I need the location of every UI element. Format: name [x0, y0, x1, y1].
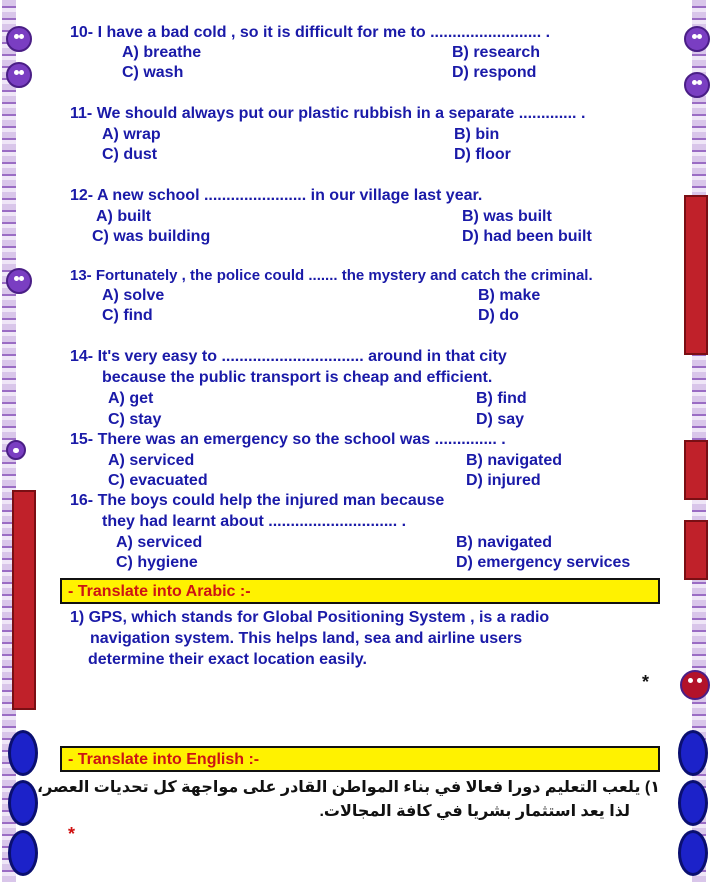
option-b: B) navigated: [466, 452, 563, 469]
option-c: C) hygiene: [116, 554, 198, 571]
option-b: B) make: [478, 287, 541, 304]
question-stem: 14- It's very easy to ................................ around in that city: [70, 348, 507, 365]
option-b: B) was built: [462, 208, 552, 225]
option-c: C) stay: [108, 411, 162, 428]
option-b: B) bin: [454, 126, 500, 143]
red-bar-icon: [684, 440, 708, 500]
option-c: C) find: [102, 307, 153, 324]
question-stem: 15- There was an emergency so the school was .............. .: [70, 431, 506, 448]
option-d: D) respond: [452, 64, 537, 81]
option-c: C) evacuated: [108, 472, 208, 489]
option-d: D) floor: [454, 146, 511, 163]
option-a: A) breathe: [122, 44, 202, 61]
star-mark: *: [68, 824, 76, 844]
red-bar-icon: [12, 490, 36, 710]
translation-line: navigation system. This helps land, sea and airline users: [90, 630, 523, 647]
option-a: A) get: [108, 390, 154, 407]
option-a: A) solve: [102, 287, 165, 304]
blue-oval-icon: [8, 730, 38, 776]
red-bar-icon: [684, 520, 708, 580]
star-mark: *: [642, 672, 650, 692]
question-stem: 13- Fortunately , the police could ....... the mystery and catch the criminal.: [70, 267, 593, 284]
option-a: A) serviced: [116, 534, 203, 551]
option-c: C) dust: [102, 146, 158, 163]
option-d: D) emergency services: [456, 554, 631, 571]
option-d: D) injured: [466, 472, 541, 489]
question-stem: 11- We should always put our plastic rubbish in a separate ............. .: [70, 105, 586, 122]
smiley-icon: [6, 440, 26, 460]
right-decorative-border: [670, 0, 720, 882]
option-b: B) navigated: [456, 534, 553, 551]
arabic-line: لذا يعد استثمار بشريا في كافة المجالات.: [319, 803, 630, 820]
option-a: A) wrap: [102, 126, 161, 143]
option-d: D) had been built: [462, 228, 592, 245]
smiley-icon: [684, 26, 710, 52]
question-stem-continued: because the public transport is cheap and efficient.: [102, 369, 493, 386]
smiley-icon: [680, 670, 710, 700]
option-b: B) find: [476, 390, 527, 407]
smiley-icon: [6, 26, 32, 52]
question-stem: 16- The boys could help the injured man because: [70, 492, 445, 509]
blue-oval-icon: [678, 830, 708, 876]
option-d: D) say: [476, 411, 525, 428]
smiley-icon: [6, 268, 32, 294]
blue-oval-icon: [678, 730, 708, 776]
smiley-icon: [6, 62, 32, 88]
question-stem: 12- A new school ....................... in our village last year.: [70, 187, 483, 204]
option-a: A) serviced: [108, 452, 195, 469]
blue-oval-icon: [8, 780, 38, 826]
blue-oval-icon: [678, 780, 708, 826]
option-c: C) was building: [92, 228, 211, 245]
smiley-icon: [684, 72, 710, 98]
option-d: D) do: [478, 307, 519, 324]
red-bar-icon: [684, 195, 708, 355]
translation-line: determine their exact location easily.: [88, 651, 367, 668]
translation-line: 1) GPS, which stands for Global Positioning System , is a radio: [70, 609, 550, 626]
blue-oval-icon: [8, 830, 38, 876]
option-c: C) wash: [122, 64, 184, 81]
question-stem-continued: they had learnt about ............................. .: [102, 513, 407, 530]
translate-arabic-header: - Translate into Arabic :-: [60, 578, 660, 604]
arabic-line: ١) يلعب التعليم دورا فعالا في بناء المواطن القادر على مواجهة كل تحديات العصر،: [36, 779, 660, 796]
question-stem: 10- I have a bad cold , so it is difficult for me to ......................... .: [70, 24, 551, 41]
left-decorative-border: [0, 0, 50, 882]
option-a: A) built: [96, 208, 152, 225]
translate-english-header: - Translate into English :-: [60, 746, 660, 772]
option-b: B) research: [452, 44, 541, 61]
